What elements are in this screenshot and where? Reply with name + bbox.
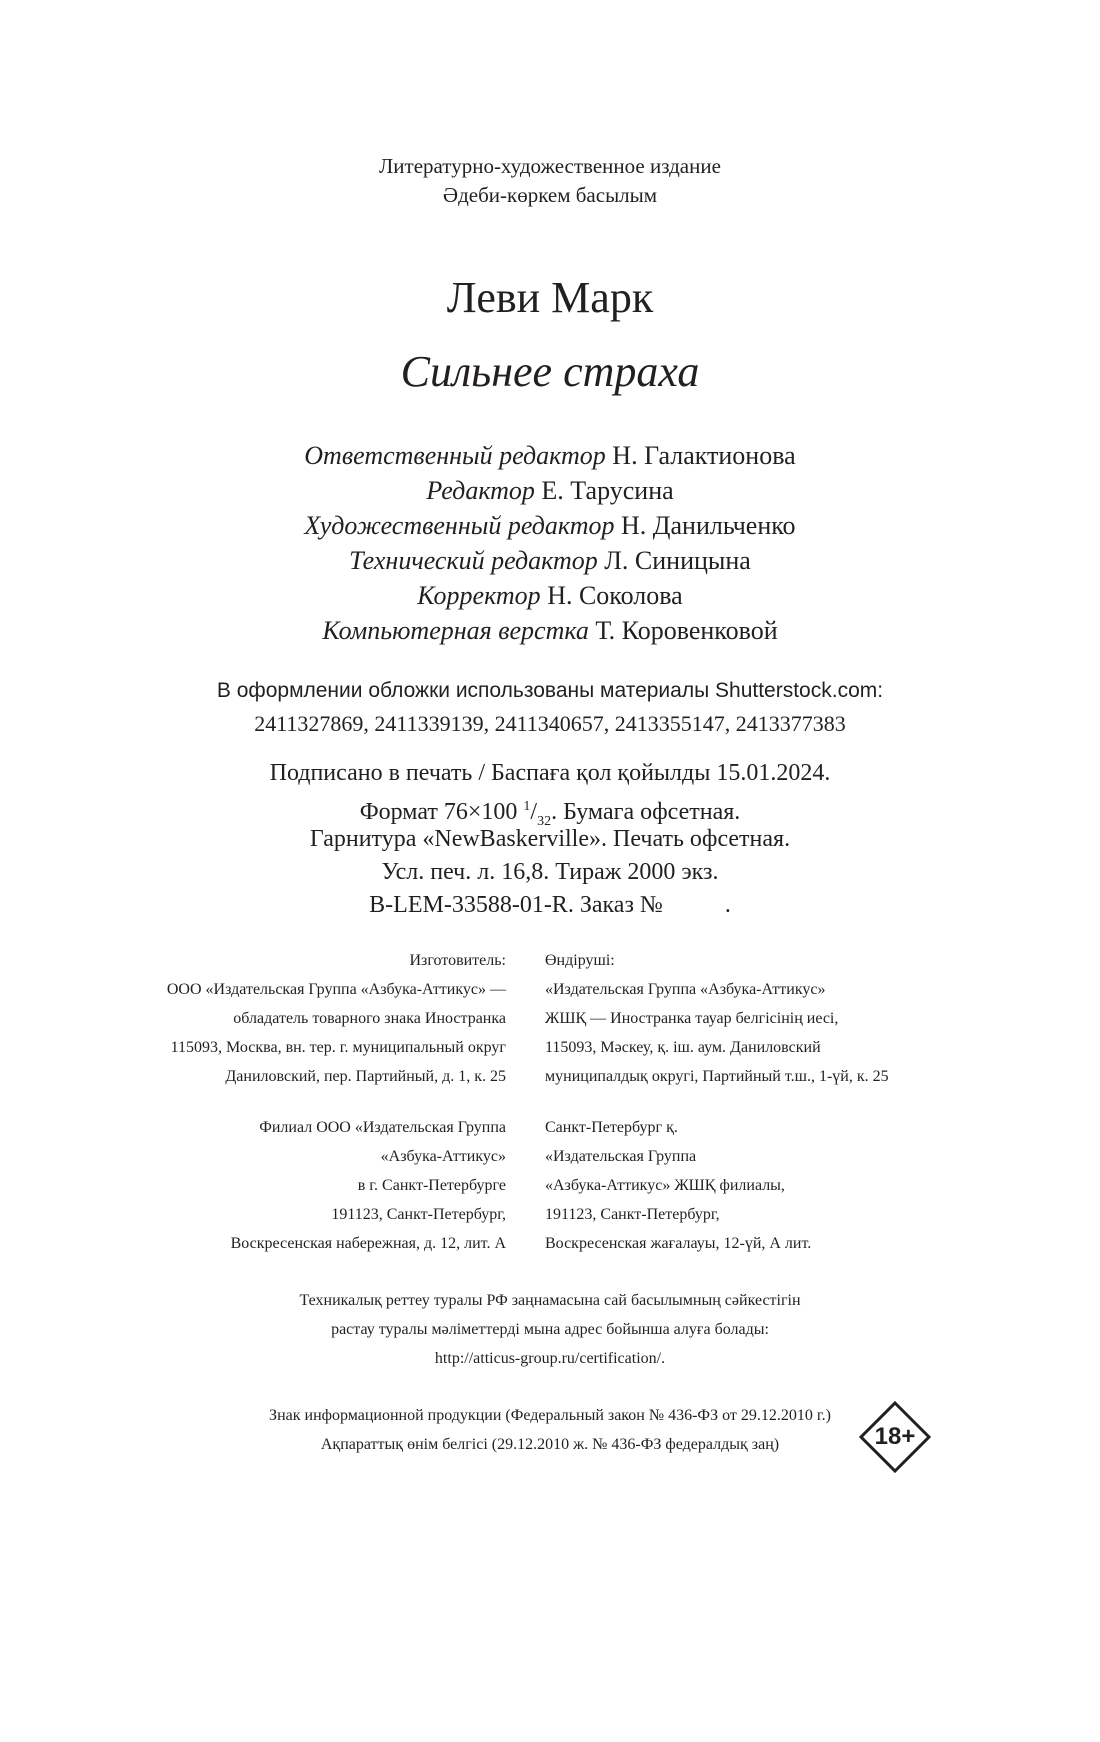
format-denominator: 32 (537, 813, 552, 829)
format-prefix: Формат 76×100 (359, 799, 518, 825)
credit-line (0, 438, 1100, 473)
manufacturer-kz-line: муниципалдық округі, Партийный т.ш., 1-үй, к. 25 (545, 1068, 889, 1085)
branch-kz-line: «Азбука-Аттикус» ЖШҚ филиалы, (545, 1177, 785, 1194)
credit-line (0, 543, 1100, 578)
format-slash: / (530, 799, 538, 825)
typeface-info: Гарнитура «NewBaskerville». Печать офсетная. (309, 826, 791, 852)
format-numerator: 1 (523, 799, 531, 814)
order-dot: . (724, 892, 731, 918)
credit-person: Е. Тарусина (541, 476, 674, 505)
branch-kz-line: Санкт-Петербург қ. (545, 1119, 678, 1136)
manufacturer-ru-line: 115093, Москва, вн. тер. г. муниципальный округ (170, 1039, 506, 1056)
manufacturer-ru-line: Даниловский, пер. Партийный, д. 1, к. 25 (225, 1068, 506, 1085)
cover-materials-note: В оформлении обложки использованы материалы Shutterstock.com: (216, 679, 884, 702)
branch-ru-line: Филиал ООО «Издательская Группа (259, 1119, 506, 1136)
credit-line (0, 578, 1100, 613)
manufacturer-kz-line: «Издательская Группа «Азбука-Аттикус» (545, 981, 826, 998)
certification-line: растау туралы мәліметтерді мына адрес бойынша алуға болады: (331, 1321, 769, 1338)
manufacturer-ru (167, 946, 506, 1091)
credit-line (0, 508, 1100, 543)
edition-type-ru: Литературно-художественное издание (379, 154, 721, 178)
format-suffix: . Бумага офсетная. (551, 799, 741, 825)
manufacturer-ru-line: ООО «Издательская Группа «Азбука-Аттикус» — (166, 981, 506, 998)
credit-person: Л. Синицына (604, 546, 751, 575)
branch-kz-line: «Издательская Группа (545, 1148, 697, 1165)
credit-person: Т. Коровенковой (595, 616, 778, 645)
credit-line (0, 613, 1100, 648)
order-number (0, 889, 1100, 922)
certification-url: http://atticus-group.ru/certification/. (434, 1350, 666, 1367)
credit-role: Компьютерная верстка (322, 616, 589, 645)
branch-kz (545, 1113, 811, 1258)
manufacturer-kz-line: 115093, Мәскеу, қ. іш. аум. Даниловский (545, 1039, 821, 1056)
branch-ru-line: в г. Санкт-Петербурге (357, 1177, 506, 1194)
credit-person: Н. Галактионова (612, 441, 796, 470)
age-rating-label: 18+ (874, 1423, 916, 1450)
credit-person: Н. Соколова (547, 581, 683, 610)
signed-to-print: Подписано в печать / Баспаға қол қойылды 15.01.2024. (269, 760, 831, 786)
manufacturer-ru-line: Изготовитель: (409, 952, 506, 969)
branch-kz-line: 191123, Санкт-Петербург, (545, 1206, 720, 1223)
credit-role: Редактор (426, 476, 535, 505)
branch-kz-line: Воскресенская жағалауы, 12-үй, А лит. (545, 1235, 812, 1252)
branch-ru-line: 191123, Санкт-Петербург, (331, 1206, 506, 1223)
book-title: Сильнее страха (400, 347, 700, 396)
manufacturer-kz-line: ЖШҚ — Иностранка тауар белгісінің иесі, (545, 1010, 839, 1027)
certification-line: Техникалық реттеу туралы РФ заңнамасына сай басылымның сәйкестігін (299, 1292, 801, 1309)
info-sign-kz: Ақпараттық өнім белгісі (29.12.2010 ж. № 436-ФЗ федералдық заң) (320, 1436, 780, 1453)
order-label: B-LEM-33588-01-R. Заказ № (369, 892, 663, 918)
credit-person: Н. Данильченко (620, 511, 796, 540)
cover-image-ids-text: 2411327869, 2411339139, 2411340657, 2413355147, 2413377383 (254, 711, 846, 736)
sheets-and-run: Усл. печ. л. 16,8. Тираж 2000 экз. (381, 859, 719, 885)
manufacturer-ru-line: обладатель товарного знака Иностранка (233, 1010, 506, 1027)
credit-role: Корректор (417, 581, 541, 610)
credit-line (0, 473, 1100, 508)
manufacturer-kz (545, 946, 889, 1091)
branch-ru (231, 1113, 506, 1258)
manufacturer-kz-line: Өндіруші: (545, 952, 615, 969)
credit-role: Ответственный редактор (304, 441, 606, 470)
author-name: Леви Марк (446, 273, 654, 322)
credit-role: Технический редактор (349, 546, 598, 575)
credit-role: Художественный редактор (304, 511, 615, 540)
info-sign-ru: Знак информационной продукции (Федеральный закон № 436-ФЗ от 29.12.2010 г.) (269, 1407, 831, 1424)
branch-ru-line: Воскресенская набережная, д. 12, лит. А (230, 1235, 506, 1252)
branch-ru-line: «Азбука-Аттикус» (380, 1148, 506, 1165)
edition-type-kz: Әдеби-көркем басылым (442, 183, 658, 207)
cover-image-ids (0, 708, 1100, 741)
